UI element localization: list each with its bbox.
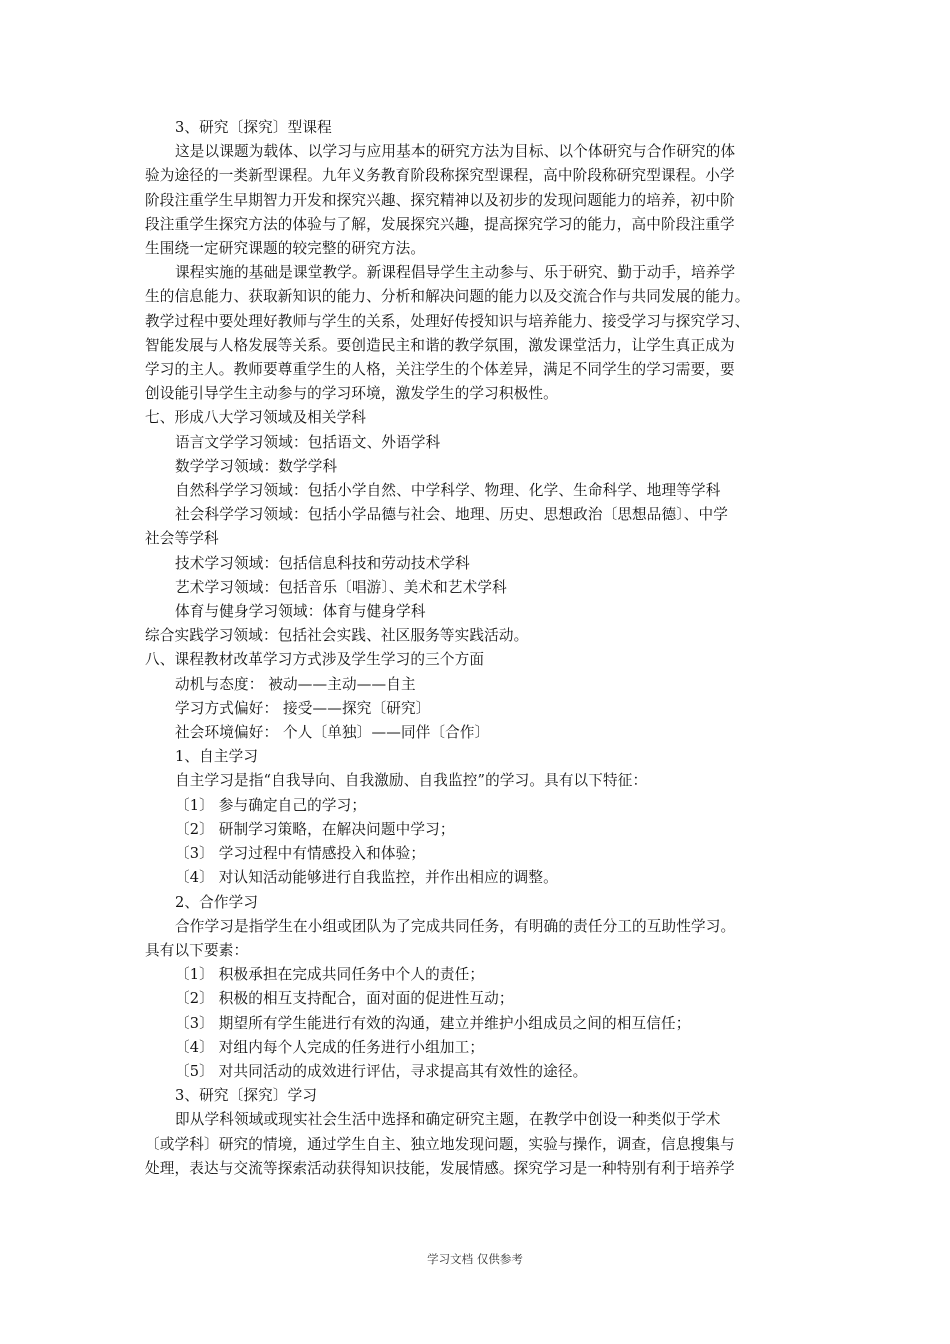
text-line: 艺术学习领域：包括音乐〔唱游〕、美术和艺术学科 — [175, 578, 507, 596]
text-line: 技术学习领域：包括信息科技和劳动技术学科 — [175, 554, 470, 572]
text-line: 数学学习领域：数学学科 — [175, 457, 338, 475]
text-line: 社会环境偏好： 个人〔单独〕——同伴〔合作〕 — [175, 724, 490, 742]
text-line: 〔2〕 研制学习策略，在解决问题中学习； — [175, 820, 455, 838]
text-line: 八、课程教材改革学习方式涉及学生学习的三个方面 — [145, 651, 485, 669]
text-line: 〔3〕 学习过程中有情感投入和体验； — [175, 845, 426, 863]
text-line: 3、研究〔探究〕型课程 — [175, 119, 332, 136]
text-line: 学习方式偏好： 接受——探究〔研究〕 — [175, 699, 431, 717]
text-line: 创设能引导学生主动参与的学习环境，激发学生的学习积极性。 — [145, 385, 558, 403]
text-line: 〔1〕 积极承担在完成共同任务中个人的责任； — [175, 966, 485, 984]
text-line: 动机与态度： 被动——主动——自主 — [175, 675, 416, 693]
text-line: 验为途径的一类新型课程。九年义务教育阶段称探究型课程，高中阶段称研究型课程。小学 — [145, 167, 735, 185]
text-line: 学习的主人。教师要尊重学生的人格，关注学生的个体差异，满足不同学生的学习需要，要 — [145, 361, 735, 379]
text-line: 课程实施的基础是课堂教学。新课程倡导学生主动参与、乐于研究、勤于动手，培养学 — [175, 264, 736, 282]
text-line: 〔2〕 积极的相互支持配合，面对面的促进性互动； — [175, 990, 514, 1008]
text-line: 〔4〕 对认知活动能够进行自我监控，并作出相应的调整。 — [175, 869, 558, 887]
text-line: 这是以课题为载体、以学习与应用基本的研究方法为目标、以个体研究与合作研究的体 — [175, 143, 736, 161]
text-line: 智能发展与人格发展等关系。要创造民主和谐的教学氛围，激发课堂活力，让学生真正成为 — [145, 336, 735, 354]
text-line: 即从学科领域或现实社会生活中选择和确定研究主题，在教学中创设一种类似于学术 — [175, 1111, 721, 1129]
text-line: 生的信息能力、获取新知识的能力、分析和解决问题的能力以及交流合作与共同发展的能力。 — [145, 288, 750, 306]
text-line: 语言文学学习领域：包括语文、外语学科 — [175, 433, 441, 451]
text-line: 社会科学学习领域：包括小学品德与社会、地理、历史、思想政治〔思想品德〕、中学 — [175, 506, 728, 524]
text-line: 〔或学科〕研究的情境，通过学生自主、独立地发现问题，实验与操作，调查，信息搜集与 — [145, 1135, 735, 1153]
text-line: 段注重学生探究方法的体验与了解，发展探究兴趣，提高探究学习的能力，高中阶段注重学 — [145, 215, 735, 233]
text-line: 阶段注重学生早期智力开发和探究兴趣、探究精神以及初步的发现问题能力的培养，初中阶 — [145, 191, 735, 209]
text-line: 合作学习是指学生在小组或团队为了完成共同任务，有明确的责任分工的互助性学习。 — [175, 917, 736, 935]
text-line: 社会等学科 — [145, 530, 219, 548]
text-line: 具有以下要素： — [145, 941, 249, 959]
text-line: 〔3〕 期望所有学生能进行有效的沟通，建立并维护小组成员之间的相互信任； — [175, 1014, 691, 1032]
text-line: 处理，表达与交流等探索活动获得知识技能，发展情感。探究学习是一种特别有利于培养学 — [145, 1159, 735, 1177]
page-footer: 学习文档 仅供参考 — [427, 1252, 523, 1266]
text-line: 自主学习是指“自我导向、自我激励、自我监控”的学习。具有以下特征： — [175, 772, 648, 790]
text-line: 2、合作学习 — [175, 893, 259, 911]
text-line: 生围绕一定研究课题的较完整的研究方法。 — [145, 240, 426, 258]
text-line: 1、自主学习 — [175, 748, 259, 766]
text-line: 综合实践学习领域：包括社会实践、社区服务等实践活动。 — [145, 627, 529, 645]
text-line: 3、研究〔探究〕学习 — [175, 1087, 318, 1105]
document-body — [145, 116, 807, 1181]
text-line: 自然科学学习领域：包括小学自然、中学科学、物理、化学、生命科学、地理等学科 — [175, 482, 721, 500]
text-line: 〔1〕 参与确定自己的学习； — [175, 796, 367, 814]
text-line: 教学过程中要处理好教师与学生的关系，处理好传授知识与培养能力、接受学习与探究学习、 — [145, 312, 750, 330]
text-line: 〔4〕 对组内每个人完成的任务进行小组加工； — [175, 1038, 485, 1056]
text-line: 〔5〕 对共同活动的成效进行评估，寻求提高其有效性的途径。 — [175, 1062, 588, 1080]
text-line: 体育与健身学习领域：体育与健身学科 — [175, 603, 426, 621]
text-line: 七、形成八大学习领域及相关学科 — [145, 409, 367, 427]
